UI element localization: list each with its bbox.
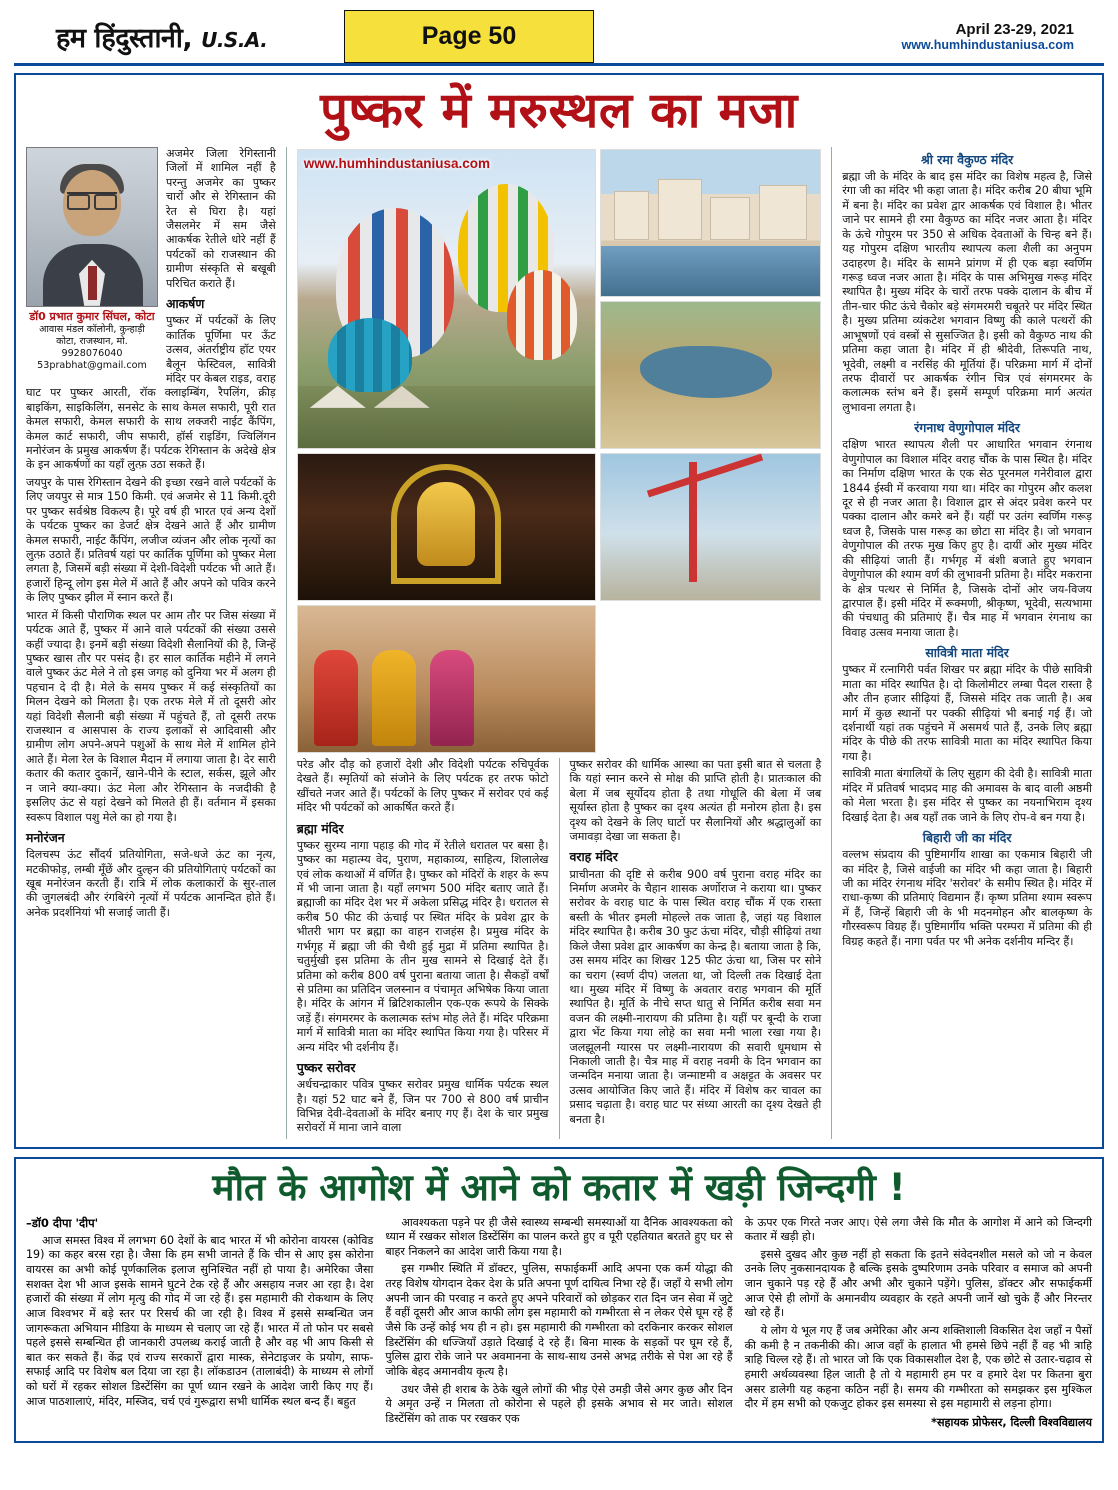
website-url[interactable]: www.humhindustaniusa.com xyxy=(901,38,1074,52)
watermark-text: www.humhindustaniusa.com xyxy=(303,155,491,171)
balloon-4 xyxy=(507,270,577,360)
article-covid-column-1 xyxy=(26,1216,373,1431)
article-covid-column-2 xyxy=(385,1216,732,1431)
masthead-logo-hindi: हम हिंदुस्तानी, xyxy=(56,23,193,54)
balloon-3 xyxy=(328,318,412,392)
ghat-building-4 xyxy=(759,185,807,240)
photo-aerial-view xyxy=(600,301,821,449)
para-a2-c3-1: के ऊपर एक गिरते नजर आए। ऐसे लगा जैसे कि मौत के आगोश में आने को जिन्दगी कतार में खड़ी हो। xyxy=(744,1215,1092,1244)
issue-date: April 23-29, 2021 xyxy=(955,21,1074,38)
photo-pushkar-ghat xyxy=(600,149,821,297)
para-c2-1: परेड और दौड़ को हजारों देशी और विदेशी पर्यटक रुचिपूर्वक देखते हैं। स्मृतियों को संजोने के लिए पर्यटक हर तरफ फोटो खींचते नजर आते हैं। पर्यटकों के लिए पुष्कर में सरोवर एवं कई मंदिर भी पर्यटकों को आकर्षित करते हैं। xyxy=(296,757,549,815)
author-name: डॉ0 प्रभात कुमार सिंघल, कोटा xyxy=(29,309,155,323)
column-divider-1 xyxy=(286,147,287,1139)
para-c1-2: पुष्कर में पर्यटकों के लिए कार्तिक पूर्णिमा पर ऊँट उत्सव, अंतर्राष्ट्रीय हॉट एयर बैलून फेस्टिवल, सावित्री मंदिर पर केबल राइड, वराह घाट पर पुष्कर आरती, रॉक क्लाइम्बिंग, रैपलिंग, क्रीड़ बाइकिंग, साइकिलिंग, सनसेट के साथ केमल सफारी, पूरी रात केमल सफारी, केमल सफारी के साथ लक्जरी नाईट कैंपिंग, केमल कार्ट सफारी, जीप सफारी, हॉर्स राइडिंग, ज्विलिंगन मनोरंजन के प्रमुख आकर्षण हैं। पर्यटक रेगिस्तान के अदेखे क्षेत्र के इन आकर्षणों का यहाँ लुत्फ़ उठा सकते हैं। xyxy=(26,314,276,472)
para-a2-c3-3: ये लोग ये भूल गए हैं जब अमेरिका और अन्य शक्तिशाली विकसित देश जहाँ न पैसों की कमी है न तकनीकी की। आज वहाँ के हालात भी हमसे छिपे नहीं हैं वह भी त्राहि त्राहि चिल्ल रहे हैं। तो भारत जो कि एक विकासशील देश है, एक छोटे से उतार-चढ़ाव से हमारी अर्थव्यवस्था हिल जाती है तो ये महामारी हम पर व हमारे देश पर कितना बुरा असर डालेगी यह कहना कठिन नहीं है। समय की गम्भीरता को समझकर इस मुश्किल दौर में हम सभी को एकजुट होकर इस समस्या से इस महामारी से लड़ना होगा। xyxy=(744,1324,1092,1411)
subhead-ranganath: रंगनाथ वेणुगोपाल मंदिर xyxy=(914,420,1020,436)
ghat-building-3 xyxy=(710,197,750,241)
subhead-varah-temple: वराह मंदिर xyxy=(569,849,618,865)
para-c1-1: अजमेर जिला रेगिस्तानी जिलों में शामिल नहीं है परन्तु अजमेर का पुष्कर चारों और से रेगिस्तान की रेत से घिरा है। यहां जैसलमेर में सम जैसे आकर्षक रेतीले धोरे नहीं हैं पर्यटकों को राजस्थान की ग्रामीण संस्कृति से बखूबी परिचित कराते हैं। xyxy=(166,146,276,290)
photo-tie xyxy=(88,266,97,300)
temple-idol xyxy=(417,482,475,566)
article-pushkar-column-4 xyxy=(842,147,1092,1139)
page-number-label: Page 50 xyxy=(421,22,517,50)
photo-glasses xyxy=(67,192,117,204)
article-pushkar-headline: पुष्कर में मरुस्थल का मजा xyxy=(320,82,798,139)
photo-fair-ride xyxy=(600,453,821,601)
subcolumn-2 xyxy=(297,758,549,1139)
author-email[interactable]: 53prabhat@gmail.com xyxy=(37,360,147,372)
subhead-savitri: सावित्री माता मंदिर xyxy=(925,645,1009,661)
aerial-lake xyxy=(640,346,772,399)
para-c1-4: भारत में किसी पौराणिक स्थल पर आम तौर पर जिस संख्या में पर्यटक आते हैं, पुष्कर में आने वाले पर्यटकों की संख्या उससे कहीं ज्यादा है। इनमें बड़ी संख्या विदेशी सैलानियों की है, जिन्हें पुष्कर खास तौर पर पसंद है। हर साल कार्तिक महीने में लगने वाले पुष्कर ऊंट मेले ने तो इस जगह को दुनिया भर में अलग ही पहचान दे दी है। मेले के समय पुष्कर में कई संस्कृतियों का मिलन देखने को मिलता है। एक तरफ मेले में तो दूसरी ओर यहां विदेशी सैलानी बड़ी संख्या में पहुंचते हैं, तो दूसरी तरफ राजस्थान व आसपास के राज्य इलाकों से आदिवासी और ग्रामीण लोग अपने-अपने पशुओं के साथ मेले में शामिल होने आते हैं। मेला रेल के विशाल मैदान में लगाया जाता है। देर सारी कतार की कतार दुकानें, खाने-पीने के स्टाल, सर्कस, झूले और न जाने क्या-क्या। ऊंट मेला और रेगिस्तान के नजदीकी है इसलिए ऊंट से यहां देखने को मिलते ही हैं। वर्तमान में इसका स्वरूप विशाल पशु मेले का हो गया है। xyxy=(26,608,276,824)
ghat-building-1 xyxy=(614,191,649,241)
author-photo xyxy=(26,147,158,307)
folk-dancer-3 xyxy=(430,650,474,746)
article-pushkar-column-1 xyxy=(26,147,276,1139)
para-a2-c2-3: उधर जैसे ही शराब के ठेके खुले लोगों की भीड़ ऐसे उमड़ी जैसे अगर कुछ और दिन ये अमृत उन्हें न मिलता तो कोरोना से पहले ही इसके अभाव से मर जाते। सोशल डिस्टेंसिंग को ताक पर रखकर एक xyxy=(385,1382,733,1425)
subhead-pushkar-sarovar: पुष्कर सरोवर xyxy=(296,1060,356,1076)
subhead-brahma-temple: ब्रह्मा मंदिर xyxy=(296,820,344,836)
para-a2-c3-2: इससे दुखद और कुछ नहीं हो सकता कि इतने संवेदनशील मसले को जो न केवल उनके लिए नुकसानदायक है बल्कि इसके दुष्परिणाम उनके परिवार व समाज को अपनी जान चुकाने पड़ रहे हैं और अभी और चुकाने पड़ेंगे। पुलिस, डॉक्टर और सफाईकर्मी आज ऐसे ही लोगों के अमानवीय व्यवहार के रहते अपनी जानें खो चुके हैं और निरन्तर खो रहे हैं। xyxy=(744,1247,1092,1320)
para-c4-3: पुष्कर में रत्नागिरी पर्वत शिखर पर ब्रह्मा मंदिर के पीछे सावित्री माता का मंदिर स्थापित है। दो किलोमीटर लम्बा पैदल रास्ता है और तीन हजार सीढ़ियां हैं, जिससे मंदिर तक जाती है। अब मार्ग में कुछ स्थानों पर पक्की सीढ़ियां भी बनाई गई हैं। जो दर्शनार्थी यहां तक पहुंचने में असमर्थ पाते हैं, उनके लिए ब्रह्मा मंदिर के पीछे की तरफ सावित्री माता का मंदिर स्थापित किया गया है। xyxy=(842,663,1092,763)
article-pushkar xyxy=(14,73,1104,1149)
ghat-water xyxy=(601,246,820,296)
article-covid-columns xyxy=(26,1216,1092,1431)
subcolumn-3 xyxy=(570,758,822,1139)
para-c4-2: दक्षिण भारत स्थापत्य शैली पर आधारित भगवान रंगनाथ वेणुगोपाल का विशाल मंदिर वराह चौंक के पास स्थित है। मंदिर का निर्माण दक्षिण भारत के एक सेठ पूरनमल गनेरीवाल द्वारा 1844 ईस्वी में करवाया गया था। मंदिर का गोपुरम और कलश दूर से ही नजर आता है। विशाल द्वार से अंदर प्रवेश करने पर पक्का दालान और कमरे बने हैं। यहीं पर उतंग स्वर्णिम गरूड़ ध्वज है, जिसके पास गरूड़ का छोटा सा मंदिर है। जो भगवान वेणुगोपाल की तरफ मुख किए हुए है। दायीं ओर मुख्य मंदिर की सीढ़ियां जाती हैं। गर्भगृह में बंशी बजाते हुए भगवान वेणुगोपाल की श्याम वर्ण की लुभावनी प्रतिमा है। मंदिर मकराना के क्षेत्र पत्थर से निर्मित है, जिसके दोनों ओर जय-विजय द्वारपाल हैं। इसी मंदिर में रूक्मणी, श्रीकृष्ण, भूदेवी, सत्यभामा की पंचधातु की प्रतिमाएं हैं। चैत्र माह में भगवान रंगनाथ का विवाह उत्सव मनाया जाता है। xyxy=(842,438,1092,639)
article-covid-signature: *सहायक प्रोफेसर, दिल्ली विश्वविद्यालय xyxy=(931,1415,1092,1429)
article-covid-byline: –डॉ0 दीपा 'दीप' xyxy=(26,1215,99,1230)
para-a2-c1-1: आज समस्त विश्व में लगभग 60 देशों के बाद भारत में भी कोरोना वायरस (कोविड 19) का कहर बरस रहा है। जैसा कि हम सभी जानते हैं कि चीन से आए इस कोरोना वायरस का अभी कोई पूर्णकालिक इलाज सुनिश्चित नहीं हो पाया है। अमेरिका जैसा सशक्त देश भी आज इसके सामने घुटने टेक रहे हैं और असहाय नजर आ रहा है। देश हजारों की संख्या में लोग मृत्यु की गोद में जा रहे हैं। इस महामारी की रोकथाम के लिए आज विश्वभर में बड़े स्तर पर रिसर्च की जा रही है। विश्व में इससे सम्बन्धित जन जागरूकता अभियान मीडिया के माध्यम से चलाए जा रहे हैं। भारत में तो फोन पर सबसे पहले इससे सम्बन्धित ही जानकारी उपलब्ध कराई जाती है और वह भी आप किसी से बात कर सकते हैं। केंद्र एवं राज्य सरकारों द्वारा मास्क, सेनेटाइजर के प्रयोग, साफ-सफाई आदि पर विशेष बल दिया जा रहा है। लॉकडाउन (तालाबंदी) के माध्यम से लोगों को घरों में रहकर सोशल डिस्टेंसिंग का पूर्ण ध्यान रखने के आदेश जारी किए गए हैं। आज पाठशालाएं, मंदिर, मस्जिद, चर्च एवं गुरूद्वारा सभी धार्मिक स्थल बन्द हैं। बहुत xyxy=(26,1233,374,1408)
article-covid xyxy=(14,1157,1104,1443)
ride-arm xyxy=(646,454,762,498)
article-pushkar-columns xyxy=(26,147,1092,1139)
para-a2-c2-2: इस गम्भीर स्थिति में डॉक्टर, पुलिस, सफाईकर्मी आदि अपना एक कर्म योद्धा की तरह विशेष योगदान देकर देश के प्रति अपना पूर्ण दायित्व निभा रहे हैं। जहाँ ये सभी लोग अपनी जान की परवाह न करते हुए अपने परिवारों को छोड़कर रात दिन जन सेवा में जुटे हैं वहीं दूसरी और आज काफी लोग इस महामारी को गम्भीरता से न लेकर ऐसे घूम रहे हैं जैसे कि उन्हें कोई भय ही न हो। इस महामारी की गम्भीरता को दरकिनार करकर सोशल डिस्टेंसिंग की धज्जियाँ उड़ाते दिखाई दे रहे हैं। बिना मास्क के सड़कों पर घूम रहे हैं, पुलिस द्वारा रोके जाने पर अवमानना के साथ-साथ उनसे अभद्र तरीके से पेश आ रहे हैं जोकि बेहद अमानवीय कृत्य है। xyxy=(385,1262,733,1378)
para-c4-5: वल्लभ संप्रदाय की पुष्टिमार्गीय शाखा का एकमात्र बिहारी जी का मंदिर है, जिसे वाईजी का मंदिर भी कहा जाता है। बिहारी जी का मंदिर रंगनाथ मंदिर 'सरोवर' के समीप स्थित है। मंदिर में राधा-कृष्ण की प्रतिमाएं विद्यमान हैं। कृष्ण प्रतिमा श्याम स्वरूप में हैं, जिन्हें बिहारी जी के भी मदनमोहन और बालकृष्ण के गौरस्वरूप विग्रह हैं। पुष्टिमार्गीय भक्ति परम्परा में प्रतिमा की ही विग्रह कहते हैं। नागा पर्वत पर भी अनेक दर्शनीय मन्दिर हैं। xyxy=(842,848,1092,948)
ghat-building-2 xyxy=(658,179,702,240)
subhead-bihari: बिहारी जी का मंदिर xyxy=(922,830,1012,845)
para-c2-2: पुष्कर सुरम्य नागा पहाड़ की गोद में रेतीले धरातल पर बसा है। पुष्कर का महात्म्य वेद, पुराण, महाकाव्य, साहित्य, शिलालेख एवं लोक कथाओं में वर्णित है। पुष्कर को मंदिरों के शहर के रूप में भी जाना जाता है। यहाँ लगभग 500 मंदिर बताए जाते हैं। ब्रह्माजी का मंदिर देश भर में अकेला प्रसिद्ध मंदिर है। धरातल से करीब 50 फीट की ऊंचाई पर स्थित मंदिर के प्रवेश द्वार के भीतरी भाग पर ब्रह्मा का वाहन राजहंस है। प्रमुख मंदिर के गर्भगृह में ब्रह्मा जी की चैथी हुई मुद्रा में प्रतिमा स्थापित है। चतुर्मुखी इस प्रतिमा के तीन मुख सामने से दिखाई देते हैं। प्रतिमा को करीब 800 वर्ष पुराना बताया जाता है। सैकड़ों वर्षों से प्रतिमा का प्रतिदिन जलस्नान व पंचामृत अभिषेक किया जाता है। मंदिर के आंगन में ब्रिटिशकालीन एक-एक रूपये के सिक्के जड़ें हैं। संगमरमर के कलात्मक स्तंभ मोह लेते हैं। मंदिर परिक्रमा मार्ग में सावित्री माता का मंदिर स्थापित किया गया है। परिसर में अन्य मंदिर भी दर्शनीय हैं। xyxy=(296,838,549,1054)
para-c3-1: पुष्कर सरोवर की धार्मिक आस्था का पता इसी बात से चलता है कि यहां स्नान करने से मोक्ष की प्राप्ति होती है। प्रातःकाल की बेला में जब सूर्योदय होता है तथा गोधूलि की बेला में जब सूर्यास्त होता है पुष्कर का दृश्य अत्यंत ही मनोरम होता है। इस दृश्य को देखने के लिए घाटों पर सैलानियों और श्रद्धालुओं का जमावड़ा देखा जा सकता है। xyxy=(569,757,822,844)
para-c1-5: दिलचस्प ऊंट सौंदर्य प्रतियोगिता, सजे-धजे ऊंट का नृत्य, मटकीफोड़, लम्बी मूँछें और दुल्हन की प्रतियोगिताएं पर्यटकों का खूब मनोरंजन करती हैं। रात्रि में लोक कलाकारों के सुर-ताल की जुगलबंदी और रंगबिरंगे नृत्यों में पर्यटक आनन्दित होते हैं। अनेक प्रदर्शनियां भी सजाई जाती हैं। xyxy=(26,848,276,919)
photo-balloon-festival xyxy=(297,149,596,449)
folk-dancer-2 xyxy=(372,650,416,746)
photo-collage xyxy=(297,149,821,753)
folk-dancer-1 xyxy=(314,650,358,746)
para-c4-4: सावित्री माता बंगालियों के लिए सुहाग की देवी है। सावित्री माता मंदिर में प्रतिवर्ष भादप्रद माह की अमावस के बाद वाली अष्ठमी को मेला भरता है। इस मंदिर से पुष्कर का नयनाभिराम दृश्य दिखाई देता है। अब यहाँ तक जाने के लिए रोप-वे बन गया है। xyxy=(842,767,1092,824)
author-address-1: आवास मंडल कॉलोनी, कुन्हाड़ी xyxy=(39,323,145,335)
para-a2-c2-1: आवश्यकता पड़ने पर ही जैसे स्वास्थ्य सम्बन्धी समस्याओं या दैनिक आवश्यकता को ध्यान में रखकर सोशल डिस्टेंसिंग का पालन करते हुए व पूरी एहतियात बरतते हुए घर से बाहर निकलने का आदेश जारी किया गया है। xyxy=(385,1215,733,1258)
author-address-2: कोटा, राजस्थान, मो. 9928076040 xyxy=(56,335,128,360)
para-c1-3: जयपुर के पास रेगिस्तान देखने की इच्छा रखने वाले पर्यटकों के लिए जयपुर से मात्र 150 किमी. एवं अजमेर से 11 किमी.दूरी पर पुष्कर सर्वश्रेष्ठ विकल्प है। पूरे वर्ष ही भारत एवं अन्य देशों के पर्यटक पुष्कर का डेजर्ट क्षेत्र देखने आते हैं और ग्रामीण केमल सफारी, नाईट कैंपिंग, लजीज व्यंजन और लोक नृत्यों का लुत्फ़ उठाते हैं। प्रतिवर्ष यहां पर कार्तिक पूर्णिमा को पुष्कर मेला लगता है, जिसमें बड़ी संख्या में देशी-विदेशी पर्यटक भी आते हैं। हजारों हिन्दू लोग इस मेले में आते हैं और अपने को पवित्र करने के लिए पुष्कर झील में स्नान करते हैं। xyxy=(26,475,276,605)
para-c4-1: ब्रह्मा जी के मंदिर के बाद इस मंदिर का विशेष महत्व है, जिसे रंगा जी का मंदिर भी कहा जाता है। मंदिर करीब 20 बीघा भूमि में बना है। मंदिर का प्रवेश द्वार आकर्षक एवं विशाल है। भीतर जाने पर सामने ही रमा वैकुण्ठ का मंदिर नजर आता है। मंदिर के ऊंचे गोपुरम पर 350 से अधिक देवताओं के चिन्ह बने हैं। यह गोपुरम दक्षिण भारतीय स्थापत्य कला शैली का अनुपम उदाहरण है। मंदिर के सामने प्रांगण में ही एक बड़ा स्वर्णिम गरूड़ ध्वज नजर आता है। मंदिर के पास अभिमुख गरूड़ मंदिर स्थापित है। मुख्य मंदिर के चारों तरफ पक्के दालान के बीच में तीन-चार फीट ऊंचे चैकोर बड़े संगमरमरी चबूतरे पर मंदिर स्थित है। मुख्य प्रतिमा व्यंकटेश भगवान विष्णु की काले पत्थरों की आभूषणों एवं वस्त्रों से सुसज्जित है। इसी को वैकुण्ठ नाथ की प्रतिमा कहा जाता है। मंदिर में ही श्रीदेवी, तिरूपति नाथ, भूदेवी, लक्ष्मी व नरसिंह की मूर्तियां हैं। परिक्रमा मार्ग में दोनों तरफ दीवारों पर आकर्षक रंगीन चित्र एवं संगमरमर के कलात्मक स्तंभ बने हैं। इसमें सम्पूर्ण परिक्रमा मार्ग अत्यंत लुभावना लगता है। xyxy=(842,170,1092,414)
subhead-manoranjan: मनोरंजन xyxy=(26,830,65,846)
page-number-box xyxy=(344,10,594,63)
article-covid-column-3 xyxy=(745,1216,1092,1431)
article-covid-headline: मौत के आगोश में आने को कतार में खड़ी जिन्दगी ! xyxy=(212,1165,906,1209)
subhead-akarshan: आकर्षण xyxy=(166,296,205,312)
column-divider-3 xyxy=(831,147,832,1139)
masthead xyxy=(14,10,1104,66)
photo-folk-dancers xyxy=(297,605,596,753)
subhead-rama-vaikunth: श्री रमा वैकुण्ठ मंदिर xyxy=(920,151,1014,167)
masthead-logo xyxy=(14,10,344,63)
subcolumns-2-3 xyxy=(297,758,821,1139)
column-divider-2 xyxy=(559,758,560,1139)
article-pushkar-column-2 xyxy=(297,147,821,1139)
photo-temple-idol xyxy=(297,453,596,601)
para-c2-3: अर्धचन्द्राकार पवित्र पुष्कर सरोवर प्रमुख धार्मिक पर्यटक स्थल है। यहां 52 घाट बने हैं, जिन पर 700 से 800 वर्ष प्राचीन विभिन्न देवी-देवताओं के मंदिर बनाए गए हैं। देश के चार प्रमुख सरोवरों में माना जाने वाला xyxy=(296,1078,549,1135)
masthead-meta xyxy=(594,10,1104,63)
author-box xyxy=(26,147,158,373)
masthead-logo-usa: U.S.A. xyxy=(201,28,268,52)
para-c3-2: प्राचीनता की दृष्टि से करीब 900 वर्ष पुराना वराह मंदिर का निर्माण अजमेर के चैहान शासक अर्णोराज ने कराया था। पुष्कर सरोवर के वराह घाट के पास स्थित वराह चौंक में एक रास्ता बस्ती के भीतर इमली मोहल्ले तक जाता है, जहां यह विशाल मंदिर स्थापित है। करीब 30 फुट ऊंचा मंदिर, चौड़ी सीढ़ियां तथा किले जैसा प्रवेश द्वार आकर्षण का केन्द्र है। बताया जाता है कि, उस समय मंदिर का शिखर 125 फीट ऊंचा था, जिस पर सोने का चराग (स्वर्ण दीप) जलता था, जो दिल्ली तक दिखाई देता था। मुख्य मंदिर में विष्णु के अवतार वराह भगवान की मूर्ति स्थापित है। मूर्ति के नीचे सप्त धातु से निर्मित करीब सवा मन वजन की लक्ष्मी-नारायण की प्रतिमा है। यहीं पर बून्दी के राजा द्वारा भेंट किया गया लोहे का सवा मनी भाला रखा गया है। जलझूलनी ग्यारस पर लक्ष्मी-नारायण की सवारी धूमधाम से निकाली जाती है। चैत्र माह में वराह नवमी के दिन भगवान का जन्मदिन मनाया जाता है। जन्माष्टमी व अक्षट्टत के अवसर पर उत्सव आयोजित किए जाते हैं। मंदिर में विशेष कर चावल का प्रसाद चढ़ाता है। वराह घाट पर संध्या आरती का दृश्य देखते ही बनता है। xyxy=(569,867,822,1126)
